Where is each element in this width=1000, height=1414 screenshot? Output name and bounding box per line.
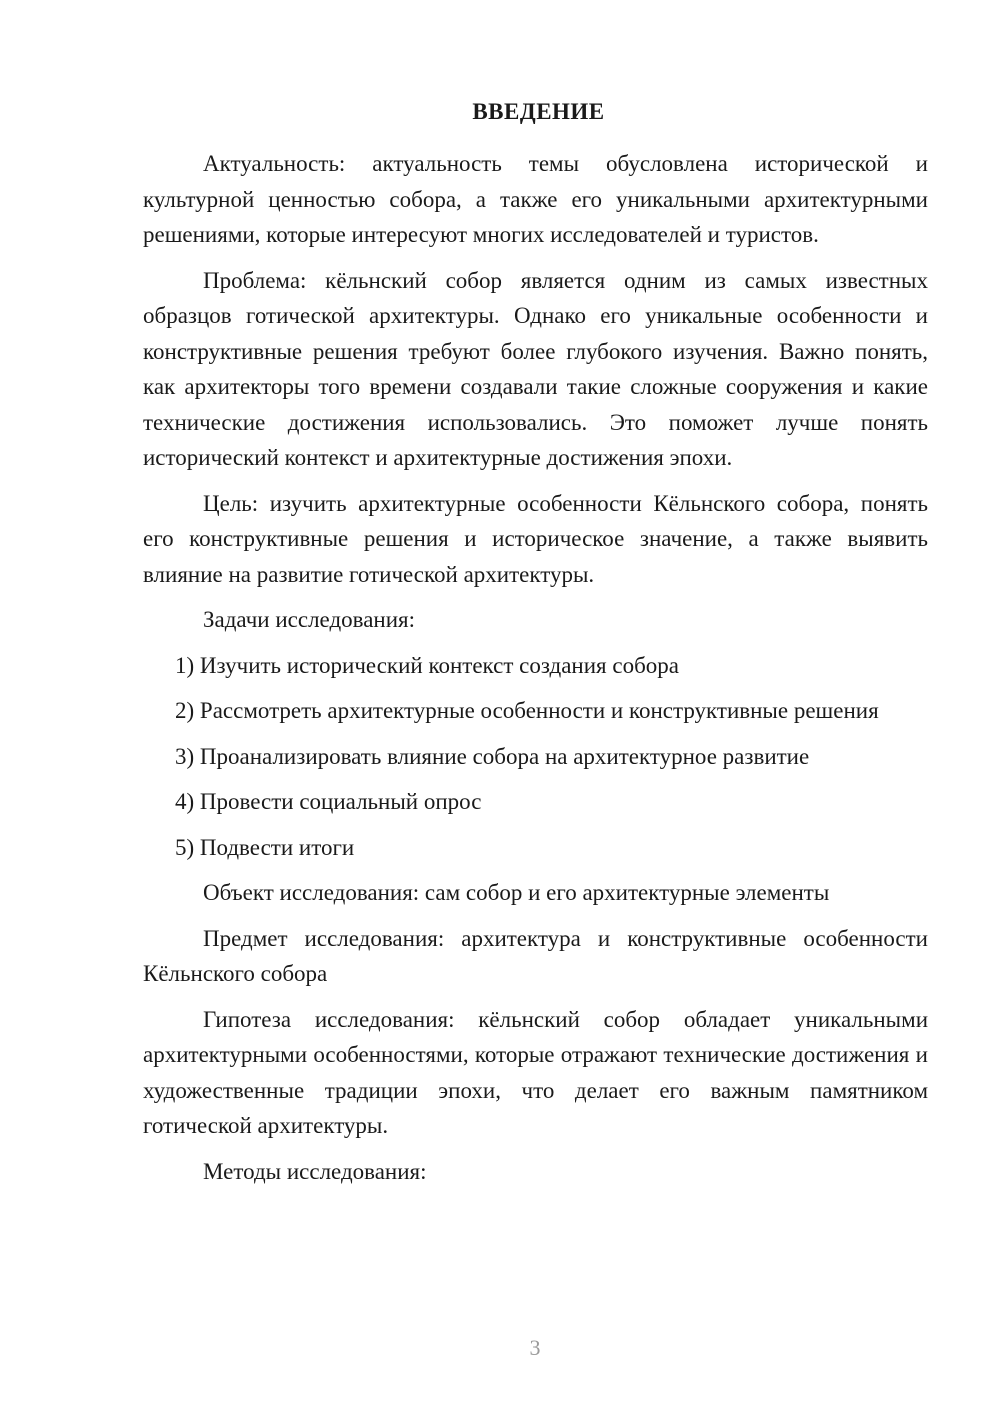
section-heading: ВВЕДЕНИЕ: [472, 99, 605, 124]
task-item: 4) Провести социальный опрос: [175, 789, 482, 814]
paragraph-hypothesis: Гипотеза исследования: кёльнский собор обладает уникальными архитектурными особенностями, которые отражают технические достижения и художественные традиции эпохи, что делает его важным памятником готической архитектуры.: [143, 1006, 928, 1138]
paragraph-object: Объект исследования: сам собор и его архитектурные элементы: [203, 880, 830, 905]
paragraph-goal: Цель: изучить архитектурные особенности Кёльнского собора, понять его конструктивные решения и историческое значение, а также выявить влияние на развитие готической архитектуры.: [143, 490, 928, 587]
task-item: 1) Изучить исторический контекст создания собора: [175, 652, 680, 678]
task-item: 5) Подвести итоги: [175, 834, 355, 860]
task-item: 2) Рассмотреть архитектурные особенности и конструктивные решения: [175, 698, 879, 723]
task-item: 3) Проанализировать влияние собора на архитектурное развитие: [175, 743, 810, 769]
paragraph-tasks-intro: Задачи исследования:: [203, 607, 416, 632]
page-number: 3: [529, 1335, 541, 1360]
paragraph-relevance: Актуальность: актуальность темы обусловлена исторической и культурной ценностью собора, а также его уникальными архитектурными решениями, которые интересуют многих исследователей и туристов.: [143, 151, 928, 247]
page-content: [143, 100, 928, 1199]
paragraph-problem: Проблема: кёльнский собор является одним из самых известных образцов готической архитектуры. Однако его уникальные особенности и конструктивные решения требуют более глубокого изучения. Важно понять, как архитекторы того времени создавали такие сложные сооружения и какие технические достижения использовались. Это поможет лучше понять исторический контекст и архитектурные достижения эпохи.: [143, 267, 928, 470]
paragraph-subject: Предмет исследования: архитектура и конструктивные особенности Кёльнского собора: [143, 925, 928, 986]
paragraph-methods: Методы исследования:: [203, 1158, 427, 1184]
